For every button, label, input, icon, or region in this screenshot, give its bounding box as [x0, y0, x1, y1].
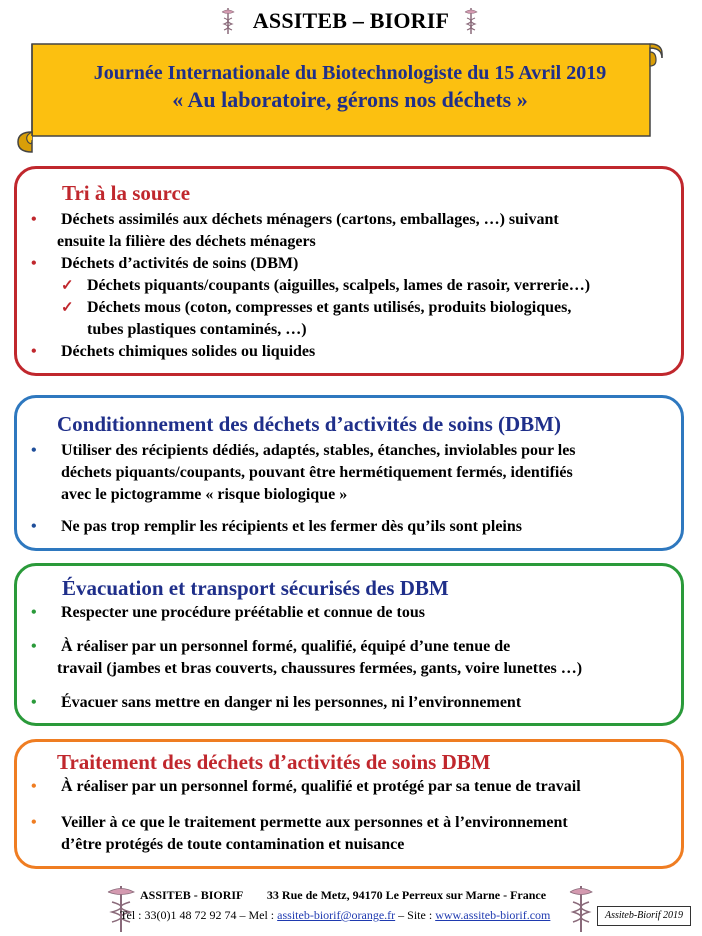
item-text: Respecter une procédure préétablie et connue de tous — [61, 604, 425, 621]
list-item — [17, 253, 677, 275]
page-header — [0, 6, 702, 36]
item-text: Ne pas trop remplir les récipients et les fermer dès qu’ils sont pleins — [61, 518, 522, 535]
section-title: Tri à la source — [62, 181, 191, 205]
item-text: Déchets mous (coton, compresses et gants utilisés, produits biologiques, — [87, 299, 572, 316]
item-text: tubes plastiques contaminés, …) — [87, 321, 307, 338]
footer-address: 33 Rue de Metz, 94170 Le Perreux sur Marne - France — [266, 888, 547, 902]
banner-line-1: Journée Internationale du Biotechnologiste du 15 Avril 2019 — [93, 62, 607, 84]
section-evacuation — [14, 563, 684, 726]
list-item — [17, 636, 677, 680]
banner-line-2: « Au laboratoire, gérons nos déchets » — [172, 87, 528, 112]
item-text: d’être protégés de toute contamination et nuisance — [61, 836, 405, 853]
section-conditionnement — [14, 395, 684, 551]
bullet-icon: • — [31, 211, 37, 228]
item-text: Déchets piquants/coupants (aiguilles, scalpels, lames de rasoir, verrerie…) — [87, 277, 591, 294]
bullet-icon: • — [31, 442, 37, 459]
footer-site-label: – Site : — [395, 908, 436, 922]
item-text: Veiller à ce que le traitement permette aux personnes et à l’environnement — [61, 814, 568, 831]
footer-org: ASSITEB - BIORIF — [140, 888, 243, 902]
list-item — [17, 440, 677, 506]
checkmark-icon: ✓ — [61, 278, 74, 294]
section-tri-source — [14, 166, 684, 376]
item-text: À réaliser par un personnel formé, qualifié, équipé d’une tenue de — [61, 638, 511, 655]
list-item — [17, 692, 677, 714]
bullet-icon: • — [31, 343, 37, 360]
list-item — [17, 602, 677, 624]
caduceus-logo-icon — [462, 6, 480, 36]
item-text: déchets piquants/coupants, pouvant être hermétiquement fermés, identifiés — [61, 464, 573, 481]
footer-address-line — [140, 888, 546, 903]
item-text: Déchets chimiques solides ou liquides — [61, 343, 316, 360]
item-text: Déchets assimilés aux déchets ménagers (cartons, emballages, …) suivant — [61, 211, 559, 228]
list-item — [17, 209, 677, 253]
footer-tel: Tel : 33(0)1 48 72 92 74 – Mel : — [120, 908, 278, 922]
item-text: Évacuer sans mettre en danger ni les personnes, ni l’environnement — [61, 694, 522, 711]
sub-list-item — [17, 297, 677, 341]
bullet-icon: • — [31, 255, 37, 272]
sub-list-item — [17, 275, 677, 297]
event-banner — [10, 36, 670, 156]
list-item — [17, 341, 677, 363]
item-text: Utiliser des récipients dédiés, adaptés, stables, étanches, inviolables pour les — [61, 442, 576, 459]
copyright-stamp: Assiteb-Biorif 2019 — [597, 906, 691, 926]
footer-email-link[interactable]: assiteb-biorif@orange.fr — [277, 908, 396, 922]
section-title: Évacuation et transport sécurisés des DBM — [62, 576, 449, 600]
bullet-icon: • — [31, 604, 37, 621]
caduceus-logo-icon — [568, 882, 594, 934]
page-title: ASSITEB – BIORIF — [252, 8, 450, 33]
item-text: avec le pictogramme « risque biologique » — [61, 486, 348, 503]
bullet-icon: • — [31, 778, 37, 795]
list-item — [17, 776, 677, 798]
section-title: Traitement des déchets d’activités de soins DBM — [57, 750, 491, 774]
footer-contact-line — [120, 908, 550, 923]
section-title: Conditionnement des déchets d’activités de soins (DBM) — [57, 412, 561, 436]
section-traitement — [14, 739, 684, 869]
caduceus-logo-icon — [219, 6, 237, 36]
footer-site-link[interactable]: www.assiteb-biorif.com — [435, 908, 551, 922]
item-text: travail (jambes et bras couverts, chaussures fermées, gants, voire lunettes …) — [57, 660, 583, 677]
checkmark-icon: ✓ — [61, 300, 74, 316]
bullet-icon: • — [31, 694, 37, 711]
item-text: ensuite la filière des déchets ménagers — [57, 233, 316, 250]
item-text: À réaliser par un personnel formé, qualifié et protégé par sa tenue de travail — [61, 778, 581, 795]
item-text: Déchets d’activités de soins (DBM) — [61, 255, 299, 272]
bullet-icon: • — [31, 518, 37, 535]
list-item — [17, 812, 677, 856]
bullet-icon: • — [31, 814, 37, 831]
bullet-icon: • — [31, 638, 37, 655]
list-item — [17, 516, 677, 538]
